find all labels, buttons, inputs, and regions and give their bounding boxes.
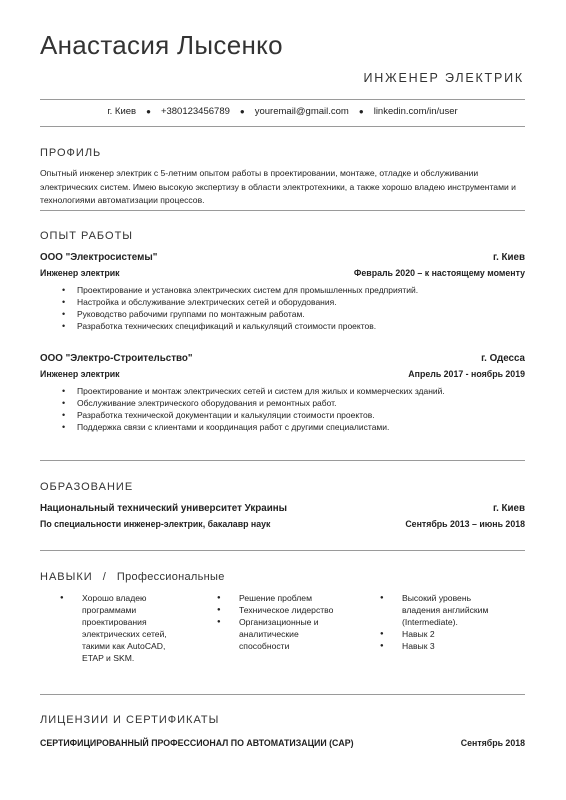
license-date: Сентябрь 2018 <box>460 738 525 748</box>
license-name: СЕРТИФИЦИРОВАННЫЙ ПРОФЕССИОНАЛ ПО АВТОМАТИЗАЦИИ (CAP) <box>40 738 354 748</box>
job-subheader <box>40 268 525 278</box>
job-dates: Февраль 2020 – к настоящему моменту <box>353 268 525 278</box>
contact-bar <box>40 106 525 117</box>
job-subheader <box>40 369 525 379</box>
list-item: • Разработка технических спецификаций и калькуляций стоимости проектов. <box>62 320 418 332</box>
job-position: Инженер электрик <box>40 268 120 278</box>
education-dates: Сентябрь 2013 – июнь 2018 <box>405 519 525 529</box>
contact-phone[interactable]: +380123456789 <box>160 106 230 117</box>
list-item: ● Организационные и аналитические способности <box>217 616 335 652</box>
list-item: ● Хорошо владею программами проектирования электрических сетей, такими как AutoCAD, ETAP и SKM. <box>60 592 175 664</box>
education-header <box>40 503 525 514</box>
contact-city: г. Киев <box>107 106 137 117</box>
list-item: • Руководство рабочими группами по монтажным работам. <box>62 308 418 320</box>
list-item: ● Решение проблем <box>217 592 335 604</box>
license-row <box>40 738 525 748</box>
education-heading: ОБРАЗОВАНИЕ <box>40 481 134 493</box>
skills-column <box>217 592 335 664</box>
divider <box>40 210 525 211</box>
job-position: Инженер электрик <box>40 369 120 379</box>
skills-column <box>380 592 495 664</box>
skills-column <box>60 592 175 664</box>
list-item: • Настройка и обслуживание электрических сетей и оборудования. <box>62 296 418 308</box>
list-item: ● Техническое лидерство <box>217 604 335 616</box>
list-item: • Проектирование и монтаж электрических сетей и систем для жилых и коммерческих зданий. <box>62 385 445 397</box>
education-subheader <box>40 519 525 529</box>
list-item: ● Навык 3 <box>380 640 495 652</box>
skills-slash: / <box>102 571 107 583</box>
experience-heading: ОПЫТ РАБОТЫ <box>40 230 134 242</box>
skills-columns <box>40 592 525 664</box>
divider <box>40 550 525 551</box>
list-item: • Проектирование и установка электрических систем для промышленных предприятий. <box>62 284 418 296</box>
job-bullets <box>62 385 445 433</box>
divider <box>40 99 525 100</box>
divider <box>40 460 525 461</box>
contact-linkedin[interactable]: linkedin.com/in/user <box>373 106 458 117</box>
job-title: ИНЖЕНЕР ЭЛЕКТРИК <box>363 71 524 85</box>
contact-email[interactable]: youremail@gmail.com <box>254 106 349 117</box>
job-header <box>40 252 525 263</box>
job-location: г. Киев <box>492 252 525 263</box>
skills-subheading: Профессиональные <box>116 571 225 583</box>
list-item: ● Навык 2 <box>380 628 495 640</box>
job-header <box>40 353 525 364</box>
list-item: ● Высокий уровень владения английским (Intermediate). <box>380 592 495 628</box>
job-bullets <box>62 284 418 332</box>
divider <box>40 694 525 695</box>
company-name: ООО "Электро-Строительство" <box>40 353 193 364</box>
list-item: • Разработка технической документации и калькуляции стоимости проектов. <box>62 409 445 421</box>
candidate-name: Анастасия Лысенко <box>40 30 283 60</box>
separator-dot: ● <box>358 107 364 116</box>
profile-heading: ПРОФИЛЬ <box>40 147 102 159</box>
list-item: • Обслуживание электрического оборудования и ремонтных работ. <box>62 397 445 409</box>
job-location: г. Одесса <box>481 353 525 364</box>
school-name: Национальный технический университет Украины <box>40 503 288 514</box>
licenses-heading: ЛИЦЕНЗИИ И СЕРТИФИКАТЫ <box>40 714 220 726</box>
job-dates: Апрель 2017 - ноябрь 2019 <box>408 369 525 379</box>
skills-heading <box>40 571 225 583</box>
school-location: г. Киев <box>492 503 525 514</box>
degree: По специальности инженер-электрик, бакалавр наук <box>40 519 271 529</box>
skills-title: НАВЫКИ <box>40 571 93 583</box>
list-item: • Поддержка связи с клиентами и координация работ с другими специалистами. <box>62 421 445 433</box>
company-name: ООО "Электросистемы" <box>40 252 158 263</box>
separator-dot: ● <box>239 107 245 116</box>
profile-text: Опытный инженер электрик с 5-летним опытом работы в проектировании, монтаже, отладке и обслуживании электрических систем. Имею высокую экспертизу в области электротехники, а также хорошо владею инструментами и технологиями автоматизации процессов. <box>40 168 516 205</box>
separator-dot: ● <box>146 107 151 116</box>
divider <box>40 126 525 127</box>
